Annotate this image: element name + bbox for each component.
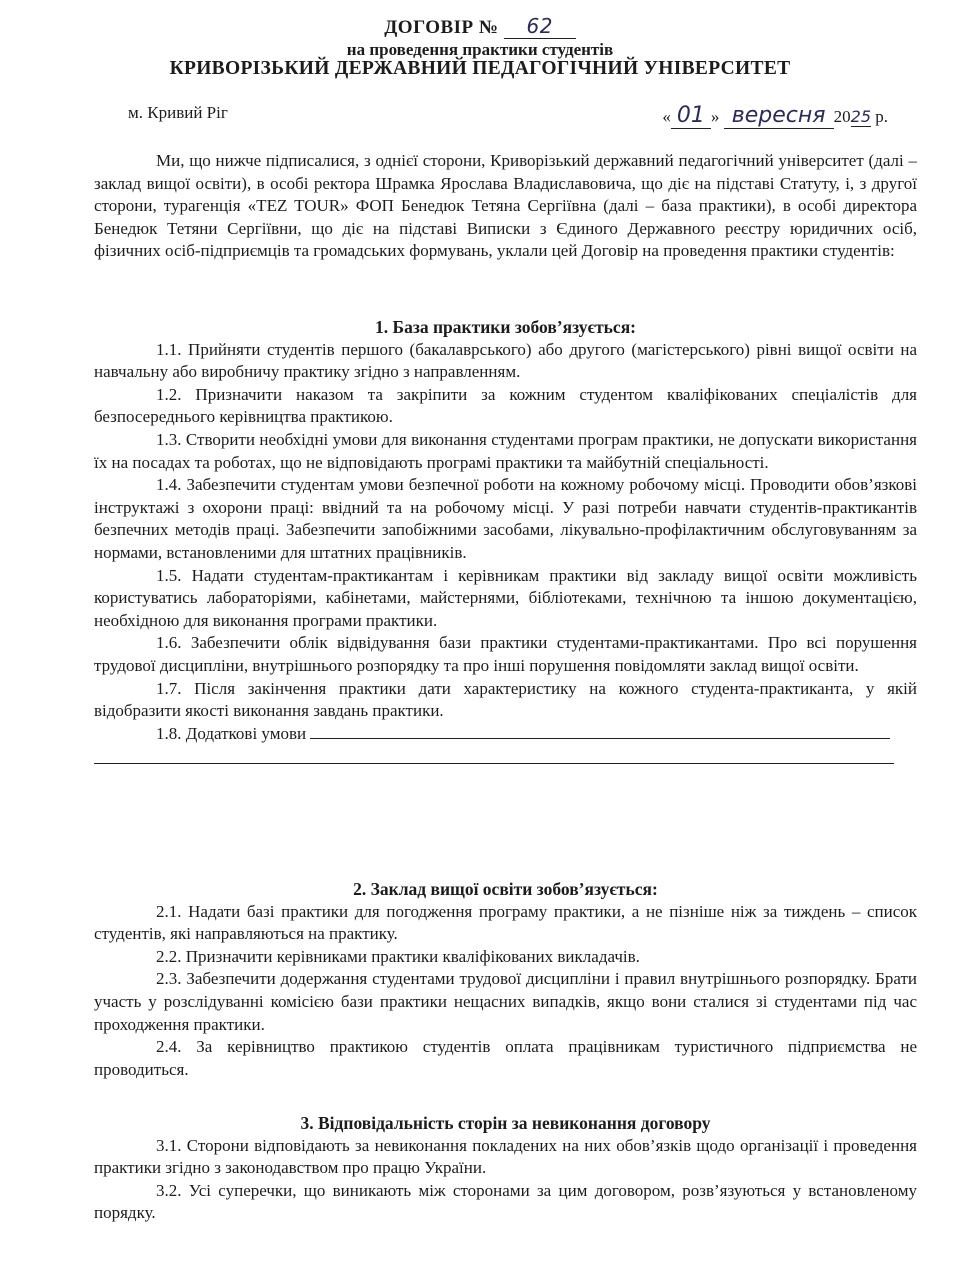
city: м. Кривий Ріг [128,103,228,122]
contract-date [662,103,888,129]
clause-3-1: 3.1. Сторони відповідають за невиконання покладених на них обов’язків щодо організації і проведення практики згідно з законодавством про працю України. [94,1135,917,1178]
clause-2-2: 2.2. Призначити керівниками практики кваліфікованих викладачів. [156,946,640,966]
clause-1-5: 1.5. Надати студентам-практикантам і керівникам практики від закладу вищої освіти можливість користуватись лабораторіями, кабінетами, майстернями, бібліотеками, технічною та іншою документацією, необхідною для виконання програми практики. [94,565,917,630]
clause-1-7: 1.7. Після закінчення практики дати характеристику на кожного студента-практиканта, у якій відобразити якості виконання завдань практики. [94,678,917,721]
section-1 [94,316,917,764]
contract-title-prefix: ДОГОВІР № [384,17,499,38]
section-2-title: 2. Заклад вищої освіти зобов’язується: [353,879,658,899]
additional-terms-blank [310,724,890,739]
date-quote-close: » [710,107,720,126]
date-year-suffix: 25 [850,107,871,126]
preamble-text: Ми, що нижче підписалися, з однієї сторони, Криворізький державний педагогічний університет (далі – заклад вищої освіти), в особі ректора Шрамка Ярослава Владиславовича, що діє на підставі Статуту, і, з другої сторони, турагенція «TEZ TOUR» ФОП Бенедюк Тетяна Сергіївна (далі – база практики), в особі директора Бенедюк Тетяни Сергіївни, що діє на підставі Виписки з Єдиного Державного реєстру юридичних осіб, фізичних осіб-підприємців та громадських формувань, уклали цей Договір на проведення практики студентів: [94,151,917,261]
clause-1-2: 1.2. Призначити наказом та закріпити за кожним студентом кваліфікованих спеціалістів для безпосереднього керівництва практикою. [94,384,917,427]
preamble [94,150,917,263]
clause-1-4: 1.4. Забезпечити студентам умови безпечної роботи на кожному робочому місці. Проводити обов’язкові інструктажі з охорони праці: ввідний та на робочому місці. У разі потреби навчати студентів-практикантів безпечних методів праці. Забезпечити запобіжними засобами, лікувально-профілактичним обслуговуванням за нормами, встановленими для штатних працівників. [94,475,917,562]
university-name: КРИВОРІЗЬКИЙ ДЕРЖАВНИЙ ПЕДАГОГІЧНИЙ УНІВЕРСИТЕТ [169,58,791,79]
clause-1-3: 1.3. Створити необхідні умови для виконання студентами програм практики, не допускати використання їх на посадах та роботах, що не відповідають програмі практики та майбутній спеціальності. [94,429,917,472]
clause-1-8 [94,723,917,746]
additional-terms-blank-line [94,745,894,764]
date-day: 01 [671,103,711,129]
clause-1-8-label: 1.8. Додаткові умови [156,723,307,743]
section-1-title: 1. База практики зобов’язується: [375,317,636,337]
section-3 [94,1112,917,1225]
contract-title [0,14,960,39]
date-year-end: р. [875,107,888,126]
clause-2-3: 2.3. Забезпечити додержання студентами трудової дисципліни і правил внутрішнього розпорядку. Брати участь у розслідуванні комісією бази практики нещасних випадків, якщо вони сталися зі студентами під час проходження практики. [94,969,917,1034]
clause-1-6: 1.6. Забезпечити облік відвідування бази практики студентами-практикантами. Про всі порушення трудової дисципліни, внутрішнього розпорядку та про інші порушення повідомляти заклад вищої освіти. [94,633,917,675]
date-year-prefix: 20 [833,107,851,126]
clause-3-2: 3.2. Усі суперечки, що виникають між сторонами за цим договором, розв’язуються у встановленому порядку. [94,1180,917,1223]
clause-1-1: 1.1. Прийняти студентів першого (бакалаврського) або другого (магістерського) рівні вищої освіти на навчальну або виробничу практику згідно з направленням. [94,339,917,382]
section-2 [94,878,917,1081]
date-month: вересня [724,103,834,129]
clause-2-1: 2.1. Надати базі практики для погодження програму практики, а не пізніше ніж за тиждень – список студентів, які направляються на практику. [94,901,917,944]
clause-2-4: 2.4. За керівництво практикою студентів оплата працівникам туристичного підприємства не проводиться. [94,1037,917,1079]
contract-subtitle: на проведення практики студентів [346,40,614,59]
contract-number: 62 [504,14,576,39]
section-3-title: 3. Відповідальність сторін за невиконання договору [300,1113,711,1133]
date-quote-open: « [662,107,671,126]
